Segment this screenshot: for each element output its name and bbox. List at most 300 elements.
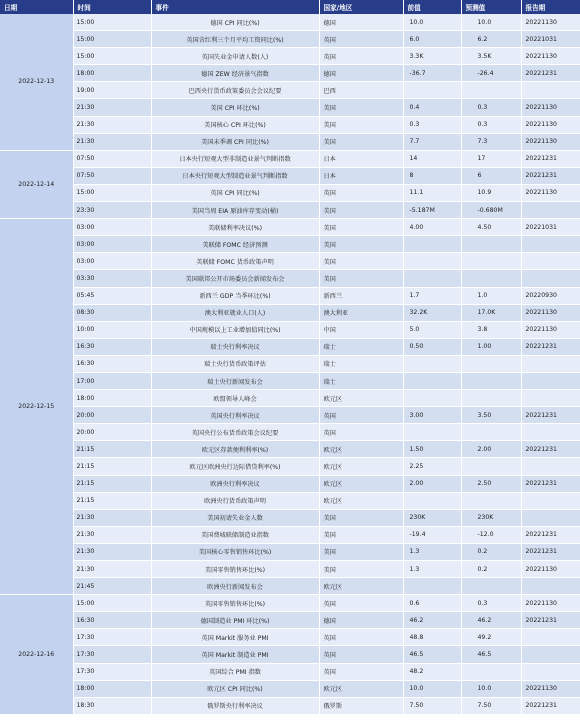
table-row: [0, 441, 580, 458]
forecast-value-cell: 46.5: [461, 646, 521, 663]
table-row: [0, 133, 580, 150]
country-cell: 美国: [319, 526, 403, 543]
country-cell: 欧元区: [319, 680, 403, 697]
event-cell: 美国未季调 CPI 同比(%): [151, 133, 319, 150]
table-row: [0, 253, 580, 270]
time-cell: 05:45: [73, 287, 151, 304]
previous-value-cell: 1.7: [403, 287, 461, 304]
time-cell: 03:30: [73, 270, 151, 287]
previous-value-cell: [403, 253, 461, 270]
report-period-cell: [521, 236, 580, 253]
table-row: [0, 304, 580, 321]
time-cell: 15:00: [73, 184, 151, 201]
event-cell: 欧洲央行新闻发布会: [151, 578, 319, 595]
time-cell: 08:30: [73, 304, 151, 321]
country-cell: 美国: [319, 253, 403, 270]
previous-value-cell: 11.1: [403, 184, 461, 201]
report-period-cell: 20221130: [521, 680, 580, 697]
report-period-cell: 20221231: [521, 543, 580, 560]
country-cell: 中国: [319, 321, 403, 338]
time-cell: 17:30: [73, 629, 151, 646]
forecast-value-cell: 6: [461, 167, 521, 184]
calendar-body: [0, 14, 580, 714]
report-period-cell: 20221231: [521, 526, 580, 543]
date-cell: 2022-12-14: [0, 150, 73, 218]
time-cell: 21:15: [73, 492, 151, 509]
table-row: [0, 578, 580, 595]
header-event: 事件: [151, 0, 319, 14]
previous-value-cell: 0.3: [403, 116, 461, 133]
report-period-cell: 20221031: [521, 219, 580, 236]
time-cell: 10:00: [73, 321, 151, 338]
previous-value-cell: 14: [403, 150, 461, 167]
time-cell: 17:00: [73, 372, 151, 389]
table-row: [0, 202, 580, 219]
forecast-value-cell: [461, 578, 521, 595]
table-row: [0, 629, 580, 646]
forecast-value-cell: 0.3: [461, 99, 521, 116]
previous-value-cell: 10.0: [403, 14, 461, 31]
time-cell: 21:30: [73, 561, 151, 578]
report-period-cell: 20221231: [521, 338, 580, 355]
event-cell: 欧元区欧洲央行边际借贷利率(%): [151, 458, 319, 475]
time-cell: 15:00: [73, 31, 151, 48]
previous-value-cell: [403, 82, 461, 99]
event-cell: 英国综合 PMI 指数: [151, 663, 319, 680]
country-cell: 俄罗斯: [319, 697, 403, 714]
event-cell: 瑞士央行货币政策评估: [151, 355, 319, 372]
report-period-cell: [521, 458, 580, 475]
header-date: 日期: [0, 0, 73, 14]
report-period-cell: 20221130: [521, 595, 580, 612]
country-cell: 美国: [319, 133, 403, 150]
forecast-value-cell: 0.2: [461, 543, 521, 560]
forecast-value-cell: 0.2: [461, 561, 521, 578]
event-cell: 俄罗斯央行利率决议: [151, 697, 319, 714]
event-cell: 美国当周 EIA 原油库存变动(桶): [151, 202, 319, 219]
table-row: [0, 424, 580, 441]
country-cell: 澳大利亚: [319, 304, 403, 321]
table-row: [0, 509, 580, 526]
report-period-cell: [521, 424, 580, 441]
event-cell: 瑞士央行新闻发布会: [151, 372, 319, 389]
country-cell: 美国: [319, 219, 403, 236]
previous-value-cell: 48.8: [403, 629, 461, 646]
forecast-value-cell: 17.0K: [461, 304, 521, 321]
country-cell: 新西兰: [319, 287, 403, 304]
report-period-cell: [521, 492, 580, 509]
table-row: [0, 543, 580, 560]
forecast-value-cell: -26.4: [461, 65, 521, 82]
country-cell: 美国: [319, 561, 403, 578]
report-period-cell: 20221231: [521, 407, 580, 424]
event-cell: 美国 CPI 环比(%): [151, 99, 319, 116]
forecast-value-cell: 3.50: [461, 407, 521, 424]
country-cell: 日本: [319, 167, 403, 184]
table-row: [0, 338, 580, 355]
report-period-cell: [521, 629, 580, 646]
table-row: [0, 526, 580, 543]
table-row: [0, 697, 580, 714]
event-cell: 美国联邦公开市场委员会新闻发布会: [151, 270, 319, 287]
time-cell: 18:00: [73, 390, 151, 407]
previous-value-cell: [403, 236, 461, 253]
time-cell: 18:30: [73, 697, 151, 714]
previous-value-cell: 0.50: [403, 338, 461, 355]
forecast-value-cell: [461, 355, 521, 372]
event-cell: 日本央行短观大型制造业景气判断指数: [151, 167, 319, 184]
country-cell: 美国: [319, 116, 403, 133]
country-cell: 德国: [319, 65, 403, 82]
report-period-cell: 20221130: [521, 561, 580, 578]
country-cell: 瑞士: [319, 355, 403, 372]
previous-value-cell: -5.187M: [403, 202, 461, 219]
previous-value-cell: 2.00: [403, 475, 461, 492]
country-cell: 美国: [319, 99, 403, 116]
country-cell: 美国: [319, 236, 403, 253]
forecast-value-cell: [461, 458, 521, 475]
report-period-cell: [521, 390, 580, 407]
country-cell: 日本: [319, 150, 403, 167]
forecast-value-cell: 7.50: [461, 697, 521, 714]
table-row: [0, 219, 580, 236]
table-row: [0, 595, 580, 612]
report-period-cell: [521, 372, 580, 389]
event-cell: 欧洲央行货币政策声明: [151, 492, 319, 509]
time-cell: 19:00: [73, 82, 151, 99]
country-cell: 英国: [319, 663, 403, 680]
table-row: [0, 14, 580, 31]
event-cell: 欧元区 CPI 同比(%): [151, 680, 319, 697]
previous-value-cell: 4.00: [403, 219, 461, 236]
time-cell: 21:15: [73, 441, 151, 458]
time-cell: 15:00: [73, 48, 151, 65]
date-cell: 2022-12-15: [0, 219, 73, 595]
time-cell: 18:00: [73, 680, 151, 697]
country-cell: 欧元区: [319, 492, 403, 509]
event-cell: 瑞士央行利率决议: [151, 338, 319, 355]
forecast-value-cell: -12.0: [461, 526, 521, 543]
time-cell: 03:00: [73, 219, 151, 236]
table-row: [0, 116, 580, 133]
report-period-cell: 20221231: [521, 167, 580, 184]
event-cell: 日本央行短观大型非制造业景气判断指数: [151, 150, 319, 167]
country-cell: 欧元区: [319, 441, 403, 458]
table-row: [0, 390, 580, 407]
forecast-value-cell: [461, 390, 521, 407]
report-period-cell: 20221231: [521, 612, 580, 629]
event-cell: 澳大利亚就业人口(人): [151, 304, 319, 321]
report-period-cell: [521, 202, 580, 219]
time-cell: 16:30: [73, 612, 151, 629]
report-period-cell: 20221130: [521, 133, 580, 150]
previous-value-cell: [403, 372, 461, 389]
country-cell: 瑞士: [319, 372, 403, 389]
event-cell: 英国失业金申请人数(人): [151, 48, 319, 65]
time-cell: 15:00: [73, 14, 151, 31]
time-cell: 07:50: [73, 167, 151, 184]
country-cell: 美国: [319, 543, 403, 560]
previous-value-cell: 46.2: [403, 612, 461, 629]
country-cell: 英国: [319, 31, 403, 48]
country-cell: 欧元区: [319, 458, 403, 475]
time-cell: 21:30: [73, 133, 151, 150]
table-row: [0, 680, 580, 697]
event-cell: 中国规模以上工业增加值同比(%): [151, 321, 319, 338]
report-period-cell: [521, 355, 580, 372]
event-cell: 欧洲央行利率决议: [151, 475, 319, 492]
event-cell: 英国零售销售环比(%): [151, 595, 319, 612]
previous-value-cell: 10.0: [403, 680, 461, 697]
forecast-value-cell: [461, 236, 521, 253]
report-period-cell: 20221231: [521, 475, 580, 492]
report-period-cell: 20221130: [521, 321, 580, 338]
country-cell: 德国: [319, 612, 403, 629]
time-cell: 21:15: [73, 475, 151, 492]
table-row: [0, 48, 580, 65]
country-cell: 英国: [319, 595, 403, 612]
previous-value-cell: 32.2K: [403, 304, 461, 321]
previous-value-cell: -19.4: [403, 526, 461, 543]
forecast-value-cell: 230K: [461, 509, 521, 526]
time-cell: 18:00: [73, 65, 151, 82]
table-row: [0, 475, 580, 492]
forecast-value-cell: 6.2: [461, 31, 521, 48]
forecast-value-cell: 2.50: [461, 475, 521, 492]
header-time: 时间: [73, 0, 151, 14]
table-row: [0, 287, 580, 304]
country-cell: 欧元区: [319, 475, 403, 492]
event-cell: 英国 Markit 制造业 PMI: [151, 646, 319, 663]
forecast-value-cell: [461, 82, 521, 99]
table-row: [0, 407, 580, 424]
event-cell: 英国含红利三个月平均工资同比(%): [151, 31, 319, 48]
header-country: 国家/地区: [319, 0, 403, 14]
country-cell: 英国: [319, 407, 403, 424]
previous-value-cell: 230K: [403, 509, 461, 526]
country-cell: 英国: [319, 424, 403, 441]
country-cell: 欧元区: [319, 578, 403, 595]
time-cell: 21:30: [73, 99, 151, 116]
forecast-value-cell: [461, 492, 521, 509]
forecast-value-cell: 3.8: [461, 321, 521, 338]
report-period-cell: 20220930: [521, 287, 580, 304]
time-cell: 17:30: [73, 646, 151, 663]
event-cell: 德国 ZEW 经济景气指数: [151, 65, 319, 82]
previous-value-cell: [403, 270, 461, 287]
forecast-value-cell: 3.5K: [461, 48, 521, 65]
forecast-value-cell: 0.3: [461, 595, 521, 612]
previous-value-cell: 0.4: [403, 99, 461, 116]
previous-value-cell: 7.50: [403, 697, 461, 714]
forecast-value-cell: [461, 253, 521, 270]
previous-value-cell: 3.3K: [403, 48, 461, 65]
country-cell: 美国: [319, 270, 403, 287]
time-cell: 15:00: [73, 595, 151, 612]
report-period-cell: 20221130: [521, 184, 580, 201]
forecast-value-cell: [461, 270, 521, 287]
table-row: [0, 150, 580, 167]
country-cell: 巴西: [319, 82, 403, 99]
table-row: [0, 31, 580, 48]
table-row: [0, 561, 580, 578]
table-row: [0, 184, 580, 201]
time-cell: 16:30: [73, 355, 151, 372]
forecast-value-cell: 7.3: [461, 133, 521, 150]
event-cell: 欧元区存款便利利率(%): [151, 441, 319, 458]
country-cell: 德国: [319, 14, 403, 31]
forecast-value-cell: 10.0: [461, 14, 521, 31]
previous-value-cell: 46.5: [403, 646, 461, 663]
time-cell: 21:15: [73, 458, 151, 475]
report-period-cell: 20221130: [521, 116, 580, 133]
table-row: [0, 663, 580, 680]
report-period-cell: 20221130: [521, 14, 580, 31]
table-row: [0, 355, 580, 372]
event-cell: 美国零售销售环比(%): [151, 561, 319, 578]
previous-value-cell: 3.00: [403, 407, 461, 424]
table-row: [0, 321, 580, 338]
time-cell: 21:30: [73, 116, 151, 133]
forecast-value-cell: 46.2: [461, 612, 521, 629]
table-row: [0, 372, 580, 389]
forecast-value-cell: 1.0: [461, 287, 521, 304]
previous-value-cell: -36.7: [403, 65, 461, 82]
time-cell: 16:30: [73, 338, 151, 355]
report-period-cell: [521, 270, 580, 287]
forecast-value-cell: 4.50: [461, 219, 521, 236]
report-period-cell: [521, 663, 580, 680]
event-cell: 英国央行公布货币政策会议纪要: [151, 424, 319, 441]
report-period-cell: 20221130: [521, 48, 580, 65]
report-period-cell: 20221031: [521, 31, 580, 48]
country-cell: 英国: [319, 629, 403, 646]
previous-value-cell: [403, 390, 461, 407]
report-period-cell: 20221231: [521, 150, 580, 167]
report-period-cell: [521, 509, 580, 526]
event-cell: 美国核心 CPI 环比(%): [151, 116, 319, 133]
previous-value-cell: [403, 424, 461, 441]
header-row: [0, 0, 580, 14]
table-row: [0, 458, 580, 475]
forecast-value-cell: 0.3: [461, 116, 521, 133]
previous-value-cell: 6.0: [403, 31, 461, 48]
forecast-value-cell: 10.0: [461, 680, 521, 697]
event-cell: 英国央行利率决议: [151, 407, 319, 424]
forecast-value-cell: 1.00: [461, 338, 521, 355]
header-forecast: 预测值: [461, 0, 521, 14]
previous-value-cell: 0.6: [403, 595, 461, 612]
forecast-value-cell: 2.00: [461, 441, 521, 458]
previous-value-cell: 1.3: [403, 543, 461, 560]
country-cell: 英国: [319, 646, 403, 663]
event-cell: 英国 CPI 同比(%): [151, 184, 319, 201]
country-cell: 英国: [319, 184, 403, 201]
forecast-value-cell: [461, 663, 521, 680]
previous-value-cell: 1.50: [403, 441, 461, 458]
previous-value-cell: [403, 492, 461, 509]
event-cell: 美国核心零售销售环比(%): [151, 543, 319, 560]
header-report-period: 报告期: [521, 0, 580, 14]
time-cell: 20:00: [73, 424, 151, 441]
time-cell: 21:30: [73, 543, 151, 560]
event-cell: 美联储 FOMC 经济预测: [151, 236, 319, 253]
date-cell: 2022-12-16: [0, 595, 73, 715]
forecast-value-cell: [461, 424, 521, 441]
time-cell: 21:30: [73, 509, 151, 526]
time-cell: 23:30: [73, 202, 151, 219]
time-cell: 20:00: [73, 407, 151, 424]
report-period-cell: [521, 646, 580, 663]
event-cell: 美国初请失业金人数: [151, 509, 319, 526]
previous-value-cell: [403, 355, 461, 372]
forecast-value-cell: 17: [461, 150, 521, 167]
time-cell: 17:30: [73, 663, 151, 680]
event-cell: 美联储利率决议(%): [151, 219, 319, 236]
forecast-value-cell: -0.680M: [461, 202, 521, 219]
table-row: [0, 167, 580, 184]
report-period-cell: [521, 578, 580, 595]
country-cell: 美国: [319, 509, 403, 526]
previous-value-cell: [403, 578, 461, 595]
previous-value-cell: 1.3: [403, 561, 461, 578]
time-cell: 21:45: [73, 578, 151, 595]
event-cell: 英国 Markit 服务业 PMI: [151, 629, 319, 646]
time-cell: 21:30: [73, 526, 151, 543]
table-row: [0, 270, 580, 287]
forecast-value-cell: 49.2: [461, 629, 521, 646]
event-cell: 德国 CPI 同比(%): [151, 14, 319, 31]
table-row: [0, 99, 580, 116]
event-cell: 欧盟领导人峰会: [151, 390, 319, 407]
event-cell: 美国费城联储制造业指数: [151, 526, 319, 543]
report-period-cell: 20221231: [521, 697, 580, 714]
time-cell: 03:00: [73, 253, 151, 270]
table-row: [0, 65, 580, 82]
report-period-cell: [521, 253, 580, 270]
report-period-cell: 20221231: [521, 441, 580, 458]
table-row: [0, 236, 580, 253]
country-cell: 欧元区: [319, 390, 403, 407]
report-period-cell: [521, 82, 580, 99]
event-cell: 新西兰 GDP 当季环比(%): [151, 287, 319, 304]
country-cell: 美国: [319, 202, 403, 219]
table-row: [0, 492, 580, 509]
previous-value-cell: 2.25: [403, 458, 461, 475]
time-cell: 03:00: [73, 236, 151, 253]
country-cell: 英国: [319, 48, 403, 65]
date-cell: 2022-12-13: [0, 14, 73, 150]
forecast-value-cell: 10.9: [461, 184, 521, 201]
previous-value-cell: 5.0: [403, 321, 461, 338]
country-cell: 瑞士: [319, 338, 403, 355]
header-previous: 前值: [403, 0, 461, 14]
event-cell: 巴西央行货币政策委员会会议纪要: [151, 82, 319, 99]
report-period-cell: 20221130: [521, 304, 580, 321]
forecast-value-cell: [461, 372, 521, 389]
event-cell: 德国制造业 PMI 环比(%): [151, 612, 319, 629]
time-cell: 07:50: [73, 150, 151, 167]
table-row: [0, 82, 580, 99]
table-row: [0, 612, 580, 629]
table-row: [0, 646, 580, 663]
previous-value-cell: 8: [403, 167, 461, 184]
report-period-cell: 20221130: [521, 99, 580, 116]
previous-value-cell: 48.2: [403, 663, 461, 680]
report-period-cell: 20221231: [521, 65, 580, 82]
previous-value-cell: 7.7: [403, 133, 461, 150]
event-cell: 美联储 FOMC 货币政策声明: [151, 253, 319, 270]
